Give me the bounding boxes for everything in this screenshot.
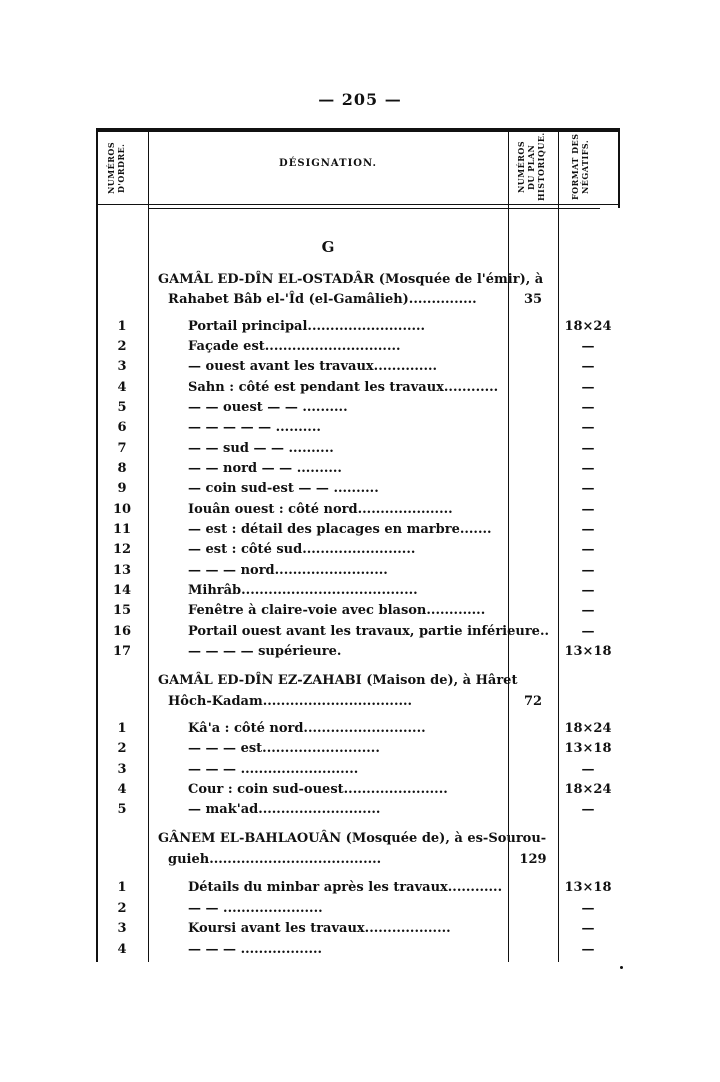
negative-format: —	[581, 400, 595, 415]
designation-text: — — — — supérieure.	[188, 644, 342, 659]
table-row	[96, 398, 620, 418]
designation-text: — — — ..................	[188, 942, 323, 957]
order-number: 6	[117, 420, 127, 435]
table-row	[96, 692, 620, 712]
designation-text: Façade est..............................	[188, 339, 401, 354]
designation-text: — mak'ad...........................	[188, 802, 381, 817]
order-number: 4	[117, 942, 127, 957]
negative-format: —	[581, 339, 595, 354]
negative-format: —	[581, 441, 595, 456]
designation-text: — ouest avant les travaux..............	[188, 359, 438, 374]
order-number: 2	[117, 741, 127, 756]
negative-format: —	[581, 420, 595, 435]
designation-text: GAMÂL ED-DÎN EL-OSTADÂR (Mosquée de l'émir), à	[158, 272, 544, 287]
order-number: 14	[112, 583, 132, 598]
order-number: 5	[117, 802, 127, 817]
designation-text: — — sud — — ..........	[188, 441, 334, 456]
order-number: 9	[117, 481, 127, 496]
designation-text: — — ouest — — ..........	[188, 400, 348, 415]
header-format: FORMAT DES NÉGATIFS.	[570, 133, 590, 201]
table-row	[96, 479, 620, 499]
order-number: 1	[117, 721, 127, 736]
designation-text: Cour : coin sud-ouest.......................	[188, 782, 448, 797]
order-number: 8	[117, 461, 127, 476]
designation-text: — est : côté sud.........................	[188, 542, 416, 557]
designation-text: — coin sud-est — — ..........	[188, 481, 379, 496]
plan-number: 129	[519, 852, 547, 867]
negative-format: —	[581, 624, 595, 639]
stray-mark	[620, 966, 623, 969]
designation-text: Portail principal..........................	[188, 319, 426, 334]
table-right-border	[618, 128, 620, 208]
catalog-table	[96, 128, 620, 962]
header-plan: NUMÉROS DU PLAN HISTORIQUE.	[516, 132, 546, 202]
order-number: 13	[112, 563, 132, 578]
negative-format: —	[581, 481, 595, 496]
designation-text: Portail ouest avant les travaux, partie inférieure..	[188, 624, 550, 639]
order-number: 11	[112, 522, 132, 537]
negative-format: —	[581, 921, 595, 936]
table-row	[96, 800, 620, 820]
designation-text: Hôch-Kadam.................................	[168, 694, 413, 709]
table-row	[96, 439, 620, 459]
header-rule	[96, 204, 620, 205]
plan-number: 35	[523, 292, 543, 307]
table-row	[96, 829, 620, 849]
designation-text: — — — est..........................	[188, 741, 380, 756]
negative-format: —	[581, 802, 595, 817]
negative-format: —	[581, 583, 595, 598]
table-row	[96, 418, 620, 438]
table-row	[96, 850, 620, 870]
table-row	[96, 236, 620, 256]
table-row	[96, 719, 620, 739]
table-row	[96, 780, 620, 800]
negative-format: —	[581, 502, 595, 517]
designation-text: GÂNEM EL-BAHLAOUÂN (Mosquée de), à es-Sourou-	[158, 831, 547, 846]
order-number: 3	[117, 921, 127, 936]
table-row	[96, 500, 620, 520]
designation-text: — — nord — — ..........	[188, 461, 342, 476]
table-row	[96, 760, 620, 780]
table-row	[96, 317, 620, 337]
table-row	[96, 357, 620, 377]
negative-format: —	[581, 563, 595, 578]
negative-format: 18×24	[564, 721, 612, 736]
designation-text: — — — — — ..........	[188, 420, 321, 435]
negative-format: —	[581, 522, 595, 537]
negative-format: —	[581, 359, 595, 374]
table-row	[96, 622, 620, 642]
order-number: 2	[117, 901, 127, 916]
table-row	[96, 540, 620, 560]
order-number: 4	[117, 380, 127, 395]
plan-number: 72	[523, 694, 543, 709]
negative-format: —	[581, 762, 595, 777]
table-row	[96, 561, 620, 581]
negative-format: 13×18	[564, 880, 612, 895]
designation-text: — est : détail des placages en marbre.......	[188, 522, 492, 537]
order-number: 3	[117, 359, 127, 374]
table-row	[96, 940, 620, 960]
designation-text: — — — ..........................	[188, 762, 359, 777]
table-row	[96, 671, 620, 691]
negative-format: —	[581, 942, 595, 957]
designation-text: Kâ'a : côté nord...........................	[188, 721, 426, 736]
negative-format: —	[581, 380, 595, 395]
negative-format: 13×18	[564, 644, 612, 659]
table-row	[96, 337, 620, 357]
table-row	[96, 919, 620, 939]
order-number: 4	[117, 782, 127, 797]
designation-text: guieh......................................	[168, 852, 382, 867]
table-row	[96, 642, 620, 662]
order-number: 3	[117, 762, 127, 777]
order-number: 2	[117, 339, 127, 354]
table-row	[96, 378, 620, 398]
header-designation: DÉSIGNATION.	[279, 158, 377, 169]
order-number: 12	[112, 542, 132, 557]
order-number: 5	[117, 400, 127, 415]
order-number: 10	[112, 502, 132, 517]
header-numero: NUMÉROS D'ORDRE.	[106, 141, 126, 195]
table-row	[96, 899, 620, 919]
table-row	[96, 270, 620, 290]
negative-format: —	[581, 901, 595, 916]
order-number: 16	[112, 624, 132, 639]
table-row	[96, 739, 620, 759]
order-number: 15	[112, 603, 132, 618]
designation-text: Rahabet Bâb el-'Îd (el-Gamâlieh)...............	[168, 292, 477, 307]
designation-text: Sahn : côté est pendant les travaux............	[188, 380, 499, 395]
designation-text: Détails du minbar après les travaux............	[188, 880, 503, 895]
negative-format: —	[581, 603, 595, 618]
order-number: 1	[117, 319, 127, 334]
designation-text: Mihrâb.......................................	[188, 583, 418, 598]
designation-text: Iouân ouest : côté nord.....................	[188, 502, 453, 517]
order-number: 7	[117, 441, 127, 456]
page-number: — 205 —	[318, 90, 402, 109]
table-row	[96, 290, 620, 310]
order-number: 17	[112, 644, 132, 659]
negative-format: 18×24	[564, 782, 612, 797]
designation-text: — — — nord.........................	[188, 563, 388, 578]
table-row	[96, 520, 620, 540]
table-row	[96, 459, 620, 479]
header-rule-secondary	[148, 208, 600, 209]
negative-format: —	[581, 461, 595, 476]
designation-text: G	[321, 238, 335, 256]
negative-format: 13×18	[564, 741, 612, 756]
table-row	[96, 878, 620, 898]
order-number: 1	[117, 880, 127, 895]
table-row	[96, 581, 620, 601]
designation-text: — — ......................	[188, 901, 323, 916]
designation-text: Koursi avant les travaux...................	[188, 921, 451, 936]
negative-format: 18×24	[564, 319, 612, 334]
table-row	[96, 601, 620, 621]
negative-format: —	[581, 542, 595, 557]
designation-text: Fenêtre à claire-voie avec blason.............	[188, 603, 486, 618]
designation-text: GAMÂL ED-DÎN EZ-ZAHABI (Maison de), à Hâret	[158, 673, 518, 688]
